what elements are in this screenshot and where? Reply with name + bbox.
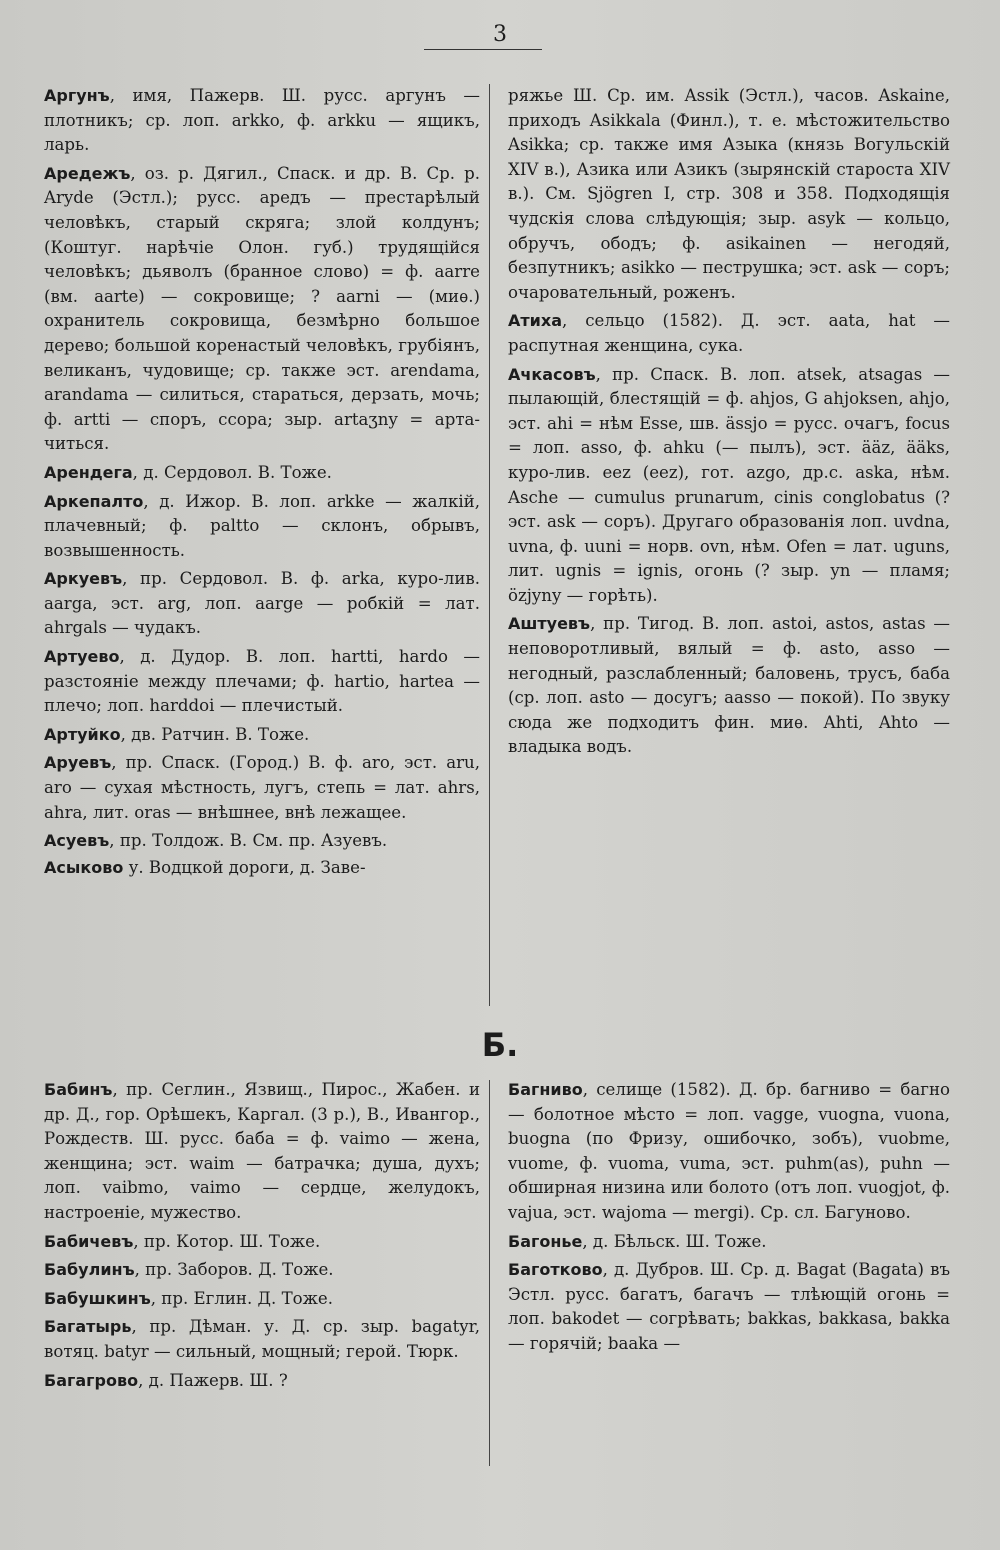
entry-text: , селище (1582). Д. бр. багниво = багно — болотное мѣсто = лоп. vagge, vuogna, vuona, buogna (по Фризу, ошибочко, зобъ), vuobme, vuome, ф. vuoma, vuma, эст. puhm(as), puhn — обширная низина или болото (отъ лоп. vuogjot, ф. vajua, эст. wajoma — mergi). Ср. сл. Багуново. (508, 1080, 950, 1222)
dictionary-entry (508, 1078, 950, 1226)
dictionary-entry (44, 1230, 480, 1255)
dictionary-entry-continued (508, 84, 950, 305)
dictionary-entry (44, 1258, 480, 1283)
dictionary-entry (44, 162, 480, 457)
dictionary-entry (44, 490, 480, 564)
dictionary-entry (44, 751, 480, 825)
top-right-column (508, 84, 950, 764)
entry-text: , д. Дубров. Ш. Ср. д. Bagat (Bagata) въ Эстл. русс. багатъ, багачъ — тлѣющій огонь = лоп. bakodet — согрѣвать; bakkas, bakkasa, bakka — горячій; baaka — (508, 1260, 950, 1353)
entry-text: , пр. Сеглин., Язвищ., Пирос., Жабен. и др. Д., гор. Орѣшекъ, Каргал. (3 р.), В., Ивангор., Рождеств. Ш. русс. баба = ф. vaimo — жена, женщина; эст. waim — батрачка; душа, духъ; лоп. vaibmo, vaimo — сердце, желудокъ, настроеніе, мужество. (44, 1080, 480, 1222)
section-heading: Б. (481, 1026, 519, 1064)
dictionary-entry (508, 612, 950, 760)
entry-headword: Бабичевъ (44, 1231, 134, 1251)
entry-text: , д. Сердовол. В. Тоже. (132, 462, 332, 482)
entry-text: , имя, Пажерв. Ш. русс. аргунъ — плотникъ; ср. лоп. arkko, ф. arkku — ящикъ, ларь. (44, 86, 480, 155)
top-left-column (44, 84, 480, 882)
entry-headword: Багатырь (44, 1317, 132, 1337)
entry-text: , оз. р. Дягил., Спаск. и др. В. Ср. р. Aryde (Эстл.); русс. аредъ — престарѣлый человѣкъ, старый скряга; злой колдунъ; (Коштуг. нарѣчіе Олон. губ.) трудящійся человѣкъ; дьяволъ (бранное слово) = ф. aarre (вм. aarte) — сокровище; ? aarni — (миѳ.) охранитель сокровища, безмѣрно большое дерево; большой коренастый человѣкъ, грубіянъ, великанъ, чудовище; ср. также эст. arendama, arandama — силиться, стараться, дерзать, мочь; ф. artti — споръ, ссора; зыр. artaʒny = арта-читься. (44, 163, 480, 454)
entry-text: , сельцо (1582). Д. эст. aata, hat — распутная женщина, сука. (508, 311, 950, 355)
entry-text: , дв. Ратчин. В. Тоже. (120, 724, 310, 744)
entry-text: , пр. Тигод. В. лоп. astoi, astos, astas — неповоротливый, вялый = ф. asto, asso — негодный, разслабленный; баловень, трусъ, баба (ср. лоп. asto — досугъ; aasso — покой). По звуку сюда же подходитъ фин. миѳ. Ahti, Ahto — владыка водъ. (508, 614, 950, 757)
entry-headword: Аркепалто (44, 491, 144, 511)
entry-headword: Асыково (44, 857, 124, 877)
dictionary-entry (44, 645, 480, 719)
entry-headword: Аредежъ (44, 163, 131, 183)
entry-text: у. Водцкой дороги, д. Заве- (123, 857, 366, 877)
dictionary-entry (44, 461, 480, 486)
dictionary-entry (508, 1258, 950, 1356)
entry-headword: Арендега (44, 462, 133, 482)
entry-headword: Ачкасовъ (508, 364, 596, 384)
dictionary-entry (44, 856, 480, 881)
dictionary-entry (44, 567, 480, 641)
page-number: 3 (493, 22, 507, 47)
dictionary-entry (44, 1287, 480, 1312)
entry-headword: Аштуевъ (508, 614, 591, 634)
dictionary-entry (508, 309, 950, 358)
dictionary-entry (508, 1230, 950, 1255)
entry-text: , пр. Заборов. Д. Тоже. (134, 1260, 334, 1280)
entry-headword: Баготково (508, 1260, 603, 1280)
entry-headword: Аргунъ (44, 86, 110, 105)
dictionary-entry (44, 723, 480, 748)
entry-headword: Багниво (508, 1080, 583, 1099)
entry-text: , пр. Еглин. Д. Тоже. (150, 1288, 333, 1308)
bottom-left-column (44, 1078, 480, 1397)
entry-headword: Бабулинъ (44, 1260, 135, 1280)
header-rule (424, 49, 542, 50)
dictionary-entry (508, 363, 950, 609)
dictionary-entry (44, 829, 480, 854)
entry-text: , пр. Спаск. В. лоп. atsek, atsagas — пылающій, блестящій = ф. ahjos, G ahjoksen, ahjo, эст. ahi = нѣм Esse, шв. ässjo = русс. очагъ, focus = лоп. asso, ф. ahku (— пылъ), эст. ääz, ääks, куро-лив. eez (eez), гот. azgo, др.с. aska, нѣм. Asche — cumulus prunarum, cinis conglobatus (? эст. ask — соръ). Другаго образованія лоп. uvdna, uvna, ф. uuni = норв. ovn, нѣм. Ofen = лат. uguns, лит. ugnis = ignis, огонь (? зыр. yn — пламя; özjyny — горѣть). (508, 364, 950, 605)
entry-headword: Аркуевъ (44, 569, 123, 589)
entry-text: , пр. Котор. Ш. Тоже. (133, 1231, 321, 1251)
entry-headword: Бабушкинъ (44, 1288, 151, 1308)
entry-headword: Аруевъ (44, 753, 112, 773)
entry-headword: Артуйко (44, 724, 121, 744)
entry-headword: Бабинъ (44, 1080, 113, 1099)
column-divider (489, 1080, 490, 1466)
entry-headword: Артуево (44, 647, 120, 667)
entry-text: ряжье Ш. Ср. им. Assik (Эстл.), часов. Askaine, приходъ Asikkala (Финл.), т. е. мѣстожительство Asikka; ср. также имя Азыка (князь Вогульскій XIV в.), Азика или Азикъ (зырянскій староста XIV в.). См. Sjögren I, стр. 308 и 358. Подходящія чудскія слова слѣдующія; зыр. asyk — кольцо, обручъ, ободъ; ф. asikainen — негодяй, безпутникъ; asikko — пеструшка; эст. ask — соръ; очаровательный, роженъ. (508, 86, 950, 302)
column-divider (489, 84, 490, 1006)
dictionary-entry (44, 1078, 480, 1226)
entry-text: , пр. Дѣман. у. Д. ср. зыр. bagatyr, вотяц. batyr — сильный, мощный; герой. Тюрк. (44, 1317, 480, 1361)
dictionary-entry (44, 1369, 480, 1394)
bottom-right-column (508, 1078, 950, 1361)
entry-text: , д. Бѣльск. Ш. Тоже. (582, 1231, 767, 1251)
dictionary-entry (44, 1315, 480, 1364)
entry-text: , д. Ижор. В. лоп. arkke — жалкій, плачевный; ф. paltto — склонъ, обрывъ, возвышенность. (44, 491, 480, 560)
entry-headword: Атиха (508, 311, 562, 331)
entry-text: , д. Дудор. В. лоп. hartti, hardo — разстояніе между плечами; ф. hartio, hartea — плечо; лоп. harddoi — плечистый. (44, 647, 480, 716)
dictionary-entry (44, 84, 480, 158)
entry-text: , д. Пажерв. Ш. ? (138, 1370, 288, 1390)
entry-headword: Асуевъ (44, 831, 110, 851)
entry-headword: Багагрово (44, 1370, 139, 1390)
entry-headword: Багонье (508, 1231, 583, 1251)
entry-text: , пр. Сердовол. В. ф. arka, куро-лив. aarga, эст. arg, лоп. aarge — робкій = лат. ahrgals — чудакъ. (44, 569, 480, 638)
entry-text: , пр. Спаск. (Город.) В. ф. aro, эст. aru, aro — сухая мѣстность, лугъ, степь = лат. ahrs, ahra, лит. oras — внѣшнее, внѣ лежащее. (44, 753, 480, 822)
entry-text: , пр. Толдож. В. См. пр. Азуевъ. (109, 831, 388, 851)
